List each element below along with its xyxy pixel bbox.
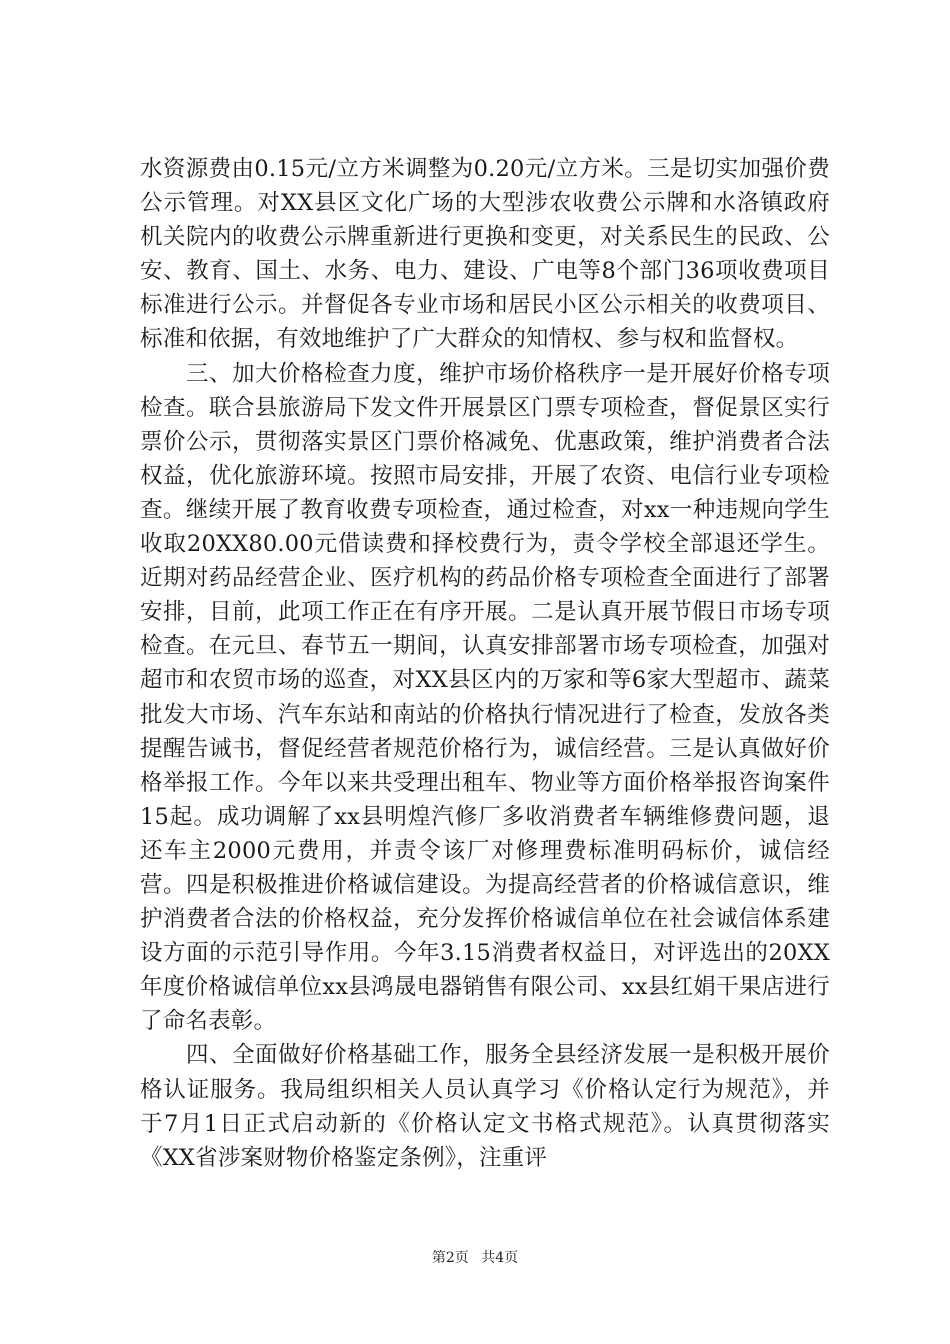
page-number: 第2页 [431,1250,469,1266]
paragraph-continued: 水资源费由0.15元/立方米调整为0.20元/立方米。三是切实加强价费公示管理。对XX县区文化广场的大型涉农收费公示牌和水洛镇政府机关院内的收费公示牌重新进行更换和变更，对关系民生的民政、公安、教育、国土、水务、电力、建设、广电等8个部门36项收费项目标准进行公示。并督促各专业市场和居民小区公示相关的收费项目、标准和依据，有效地维护了广大群众的知情权、参与权和监督权。 [140,156,830,353]
document-body [140,152,830,1175]
paragraph-price-basics: 四、全面做好价格基础工作，服务全县经济发展一是积极开展价格认证服务。我局组织相关人员认真学习《价格认定行为规范》，并于7月1日正式启动新的《价格认定文书格式规范》。认真贯彻落实《XX省涉案财物价格鉴定条例》，注重评 [140,1042,830,1171]
paragraph-price-inspection: 三、加大价格检查力度，维护市场价格秩序一是开展好价格专项检查。联合县旅游局下发文件开展景区门票专项检查，督促景区实行票价公示，贯彻落实景区门票价格减免、优惠政策，维护消费者合法权益，优化旅游环境。按照市局安排，开展了农资、电信行业专项检查。继续开展了教育收费专项检查，通过检查，对xx一种违规向学生收取20XX80.00元借读费和择校费行为，责令学校全部退还学生。近期对药品经营企业、医疗机构的药品价格专项检查全面进行了部署安排，目前，此项工作正在有序开展。二是认真开展节假日市场专项检查。在元旦、春节五一期间，认真安排部署市场专项检查，加强对超市和农贸市场的巡查，对XX县区内的万家和等6家大型超市、蔬菜批发大市场、汽车东站和南站的价格执行情况进行了检查，发放各类提醒告诫书，督促经营者规范价格行为，诚信经营。三是认真做好价格举报工作。今年以来共受理出租车、物业等方面价格举报咨询案件15起。成功调解了xx县明煌汽修厂多收消费者车辆维修费问题，退还车主2000元费用，并责令该厂对修理费标准明码标价，诚信经营。四是积极推进价格诚信建设。为提高经营者的价格诚信意识，维护消费者合法的价格权益，充分发挥价格诚信单位在社会诚信体系建设方面的示范引导作用。今年3.15消费者权益日，对评选出的20XX年度价格诚信单位xx县鸿晟电器销售有限公司、xx县红娟干果店进行了命名表彰。 [140,360,830,1035]
page-total: 共4页 [481,1250,519,1266]
page-footer [0,1248,950,1268]
